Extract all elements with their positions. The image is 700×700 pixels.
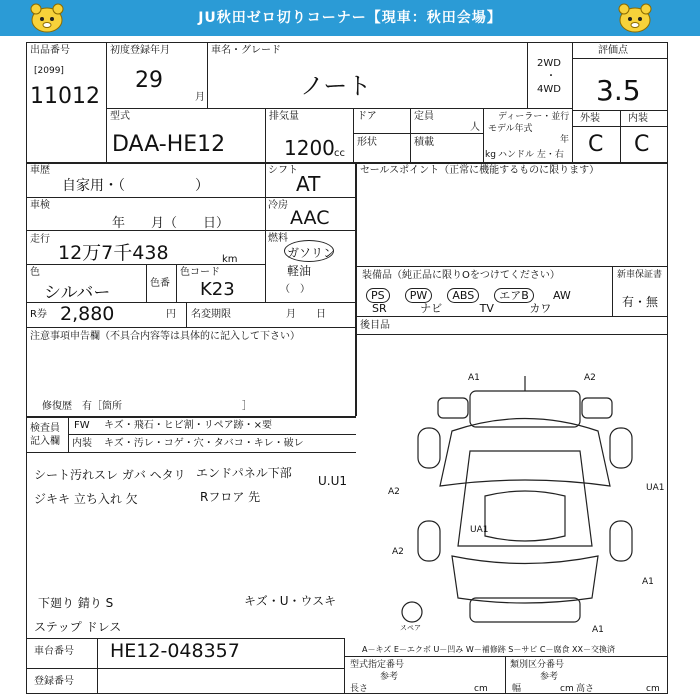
registration-label: 登録番号 xyxy=(34,676,74,687)
equip-pw: PW xyxy=(405,288,433,303)
first-reg-year: 29 xyxy=(135,68,163,93)
type-spec-label: 型式指定番号 xyxy=(350,660,405,670)
equipment-row-2 xyxy=(372,300,551,316)
remark-line-1b: エンドパネル下部 xyxy=(196,466,292,480)
interior-check-label: 内装 xyxy=(72,438,92,449)
damage-mark: A2 xyxy=(388,487,400,497)
shaken-value: 年 月（ 日） xyxy=(112,216,230,231)
equip-navi: ナビ xyxy=(420,302,443,315)
fuel-options: ガソリン 軽油 xyxy=(287,246,336,278)
damage-mark: A2 xyxy=(584,373,596,383)
remark-line-1c: U.U1 xyxy=(318,474,348,488)
interior-check-text: キズ・汚レ・コゲ・穴・タバコ・キレ・破レ xyxy=(104,438,304,449)
remark-line-2b: Rフロア 先 xyxy=(200,490,261,504)
remark-line-4: ステップ ドレス xyxy=(34,620,122,634)
eval-label: 評価点 xyxy=(598,45,628,56)
listing-number: 11012 xyxy=(30,84,100,109)
type-value: DAA-HE12 xyxy=(112,132,226,157)
notes-label: 注意事項申告欄（不具合内容等は具体的に記入して下さい） xyxy=(30,331,300,342)
ref-label-2: 参考 xyxy=(540,672,559,682)
fw-text: キズ・飛石・ヒビ割・リペア跡・×要 xyxy=(104,420,272,431)
displacement-value: 1200 xyxy=(284,136,335,160)
first-reg-label: 初度登録年月 xyxy=(110,45,170,56)
bear-mascot-icon xyxy=(618,3,652,33)
ref-label: 参考 xyxy=(380,672,399,682)
listing-number-label: 出品番号 xyxy=(30,45,70,56)
equip-sr: SR xyxy=(372,302,387,315)
rear-label: 後目品 xyxy=(360,320,390,331)
damage-mark: A1 xyxy=(468,373,480,383)
cm-unit: cm xyxy=(560,684,574,694)
fuel-paren: （ ） xyxy=(280,284,310,295)
height-label: 高さ xyxy=(576,684,595,694)
equip-tv: TV xyxy=(479,302,494,315)
recycle-value: 2,880 xyxy=(60,303,115,325)
fuel-circle-mark xyxy=(284,240,334,262)
repair-history-label: 修復歴 有［箇所 ］ xyxy=(42,401,252,412)
recycle-label: R券 xyxy=(30,309,47,320)
cm-unit: cm xyxy=(646,684,660,694)
color-label: 色 xyxy=(30,267,40,278)
shift-label: シフト xyxy=(268,165,298,176)
damage-mark: A1 xyxy=(592,625,604,635)
km-unit: km xyxy=(222,254,238,265)
page-title: JU秋田ゼロ切りコーナー【現車：秋田会場】 xyxy=(198,10,502,26)
equipment-label: 装備品（純正品に限りOをつけてください） xyxy=(362,270,560,281)
warranty-label: 新車保証書 xyxy=(617,270,663,280)
equip-aw: AW xyxy=(552,289,571,302)
damage-legend: A－キズ E－エクボ U－凹み W－補修跡 S－サビ C－腐食 XX－交換済 xyxy=(362,645,616,654)
exterior-value: C xyxy=(588,132,604,157)
exterior-label: 外装 xyxy=(580,113,600,124)
history-value: 自家用・（ ） xyxy=(62,178,209,194)
spare-label: スペア xyxy=(400,624,421,632)
color-value: シルバー xyxy=(44,283,111,303)
damage-mark: UA1 xyxy=(646,483,665,493)
selling-points-label: セールスポイント（正常に機能するものに限ります） xyxy=(360,165,600,176)
wd4-option: 4WD xyxy=(537,84,561,95)
eval-value: 3.5 xyxy=(596,74,641,107)
yen-unit: 円 xyxy=(166,309,176,320)
color-code-label: 色番 xyxy=(150,278,170,289)
car-damage-diagram xyxy=(360,336,666,640)
damage-mark: A2 xyxy=(392,547,404,557)
year-unit: 年 xyxy=(560,135,570,145)
interior-label: 内装 xyxy=(628,113,648,124)
ac-value: AAC xyxy=(290,207,330,229)
model-year-label: モデル年式 xyxy=(488,124,533,134)
remark-line-1a: シート汚れスレ ガバ ヘタリ xyxy=(34,468,186,482)
remark-line-3b: キズ・U・ウスキ xyxy=(244,594,337,608)
meibo-label: 名変期限 xyxy=(191,309,231,320)
inspection-label: 検査員記入欄 xyxy=(30,423,60,447)
mileage-value: 12万7千438 xyxy=(58,242,169,264)
fw-label: FW xyxy=(74,420,90,431)
dealer-label: ディーラー・並行 xyxy=(498,112,570,122)
shaken-label: 車検 xyxy=(30,200,50,211)
chassis-label: 車台番号 xyxy=(34,646,74,657)
chassis-value: HE12-048357 xyxy=(110,640,240,662)
color-code2-label: 色コード xyxy=(180,267,220,278)
shift-value: AT xyxy=(296,172,321,196)
remark-line-2a: ジキキ 立ち入れ 欠 xyxy=(34,492,138,506)
equip-ps: PS xyxy=(366,288,390,303)
month-unit: 月 xyxy=(195,92,205,103)
ac-label: 冷房 xyxy=(268,200,288,211)
damage-mark: A1 xyxy=(642,577,654,587)
handle-label: ハンドル 左・右 xyxy=(498,150,564,160)
person-unit: 人 xyxy=(470,122,480,133)
mileage-label: 走行 xyxy=(30,234,50,245)
remark-line-3a: 下廻り 錆り S xyxy=(38,596,114,610)
shape-label: 形状 xyxy=(357,137,377,148)
kg-unit: kg xyxy=(485,150,496,160)
wd2-option: 2WD xyxy=(537,58,561,69)
listing-code: [2099] xyxy=(34,66,64,76)
cm-unit: cm xyxy=(474,684,488,694)
fuel-label: 燃料 xyxy=(268,233,288,244)
history-label: 車歴 xyxy=(30,165,50,176)
length-label: 長さ xyxy=(350,684,369,694)
load-label: 積載 xyxy=(414,137,434,148)
cc-unit: cc xyxy=(334,148,345,159)
equip-airbag: エアB xyxy=(494,288,534,303)
damage-mark: UA1 xyxy=(470,525,489,535)
meibo-value: 月 日 xyxy=(286,309,326,320)
header-bar xyxy=(0,0,700,36)
model-value: ノート xyxy=(300,72,372,100)
capacity-label: 定員 xyxy=(414,111,434,122)
equip-abs: ABS xyxy=(447,288,479,303)
model-label: 車名・グレード xyxy=(211,45,281,56)
bear-mascot-icon xyxy=(30,3,64,33)
type-label: 型式 xyxy=(110,111,130,122)
warranty-value: 有・無 xyxy=(622,295,659,309)
category-label: 類別区分番号 xyxy=(510,660,565,670)
displacement-label: 排気量 xyxy=(269,111,299,122)
equip-leather: カワ xyxy=(529,302,552,315)
width-label: 幅 xyxy=(512,684,522,694)
door-label: ドア xyxy=(357,111,377,122)
interior-value: C xyxy=(634,132,650,157)
color-code-value: K23 xyxy=(200,279,235,300)
